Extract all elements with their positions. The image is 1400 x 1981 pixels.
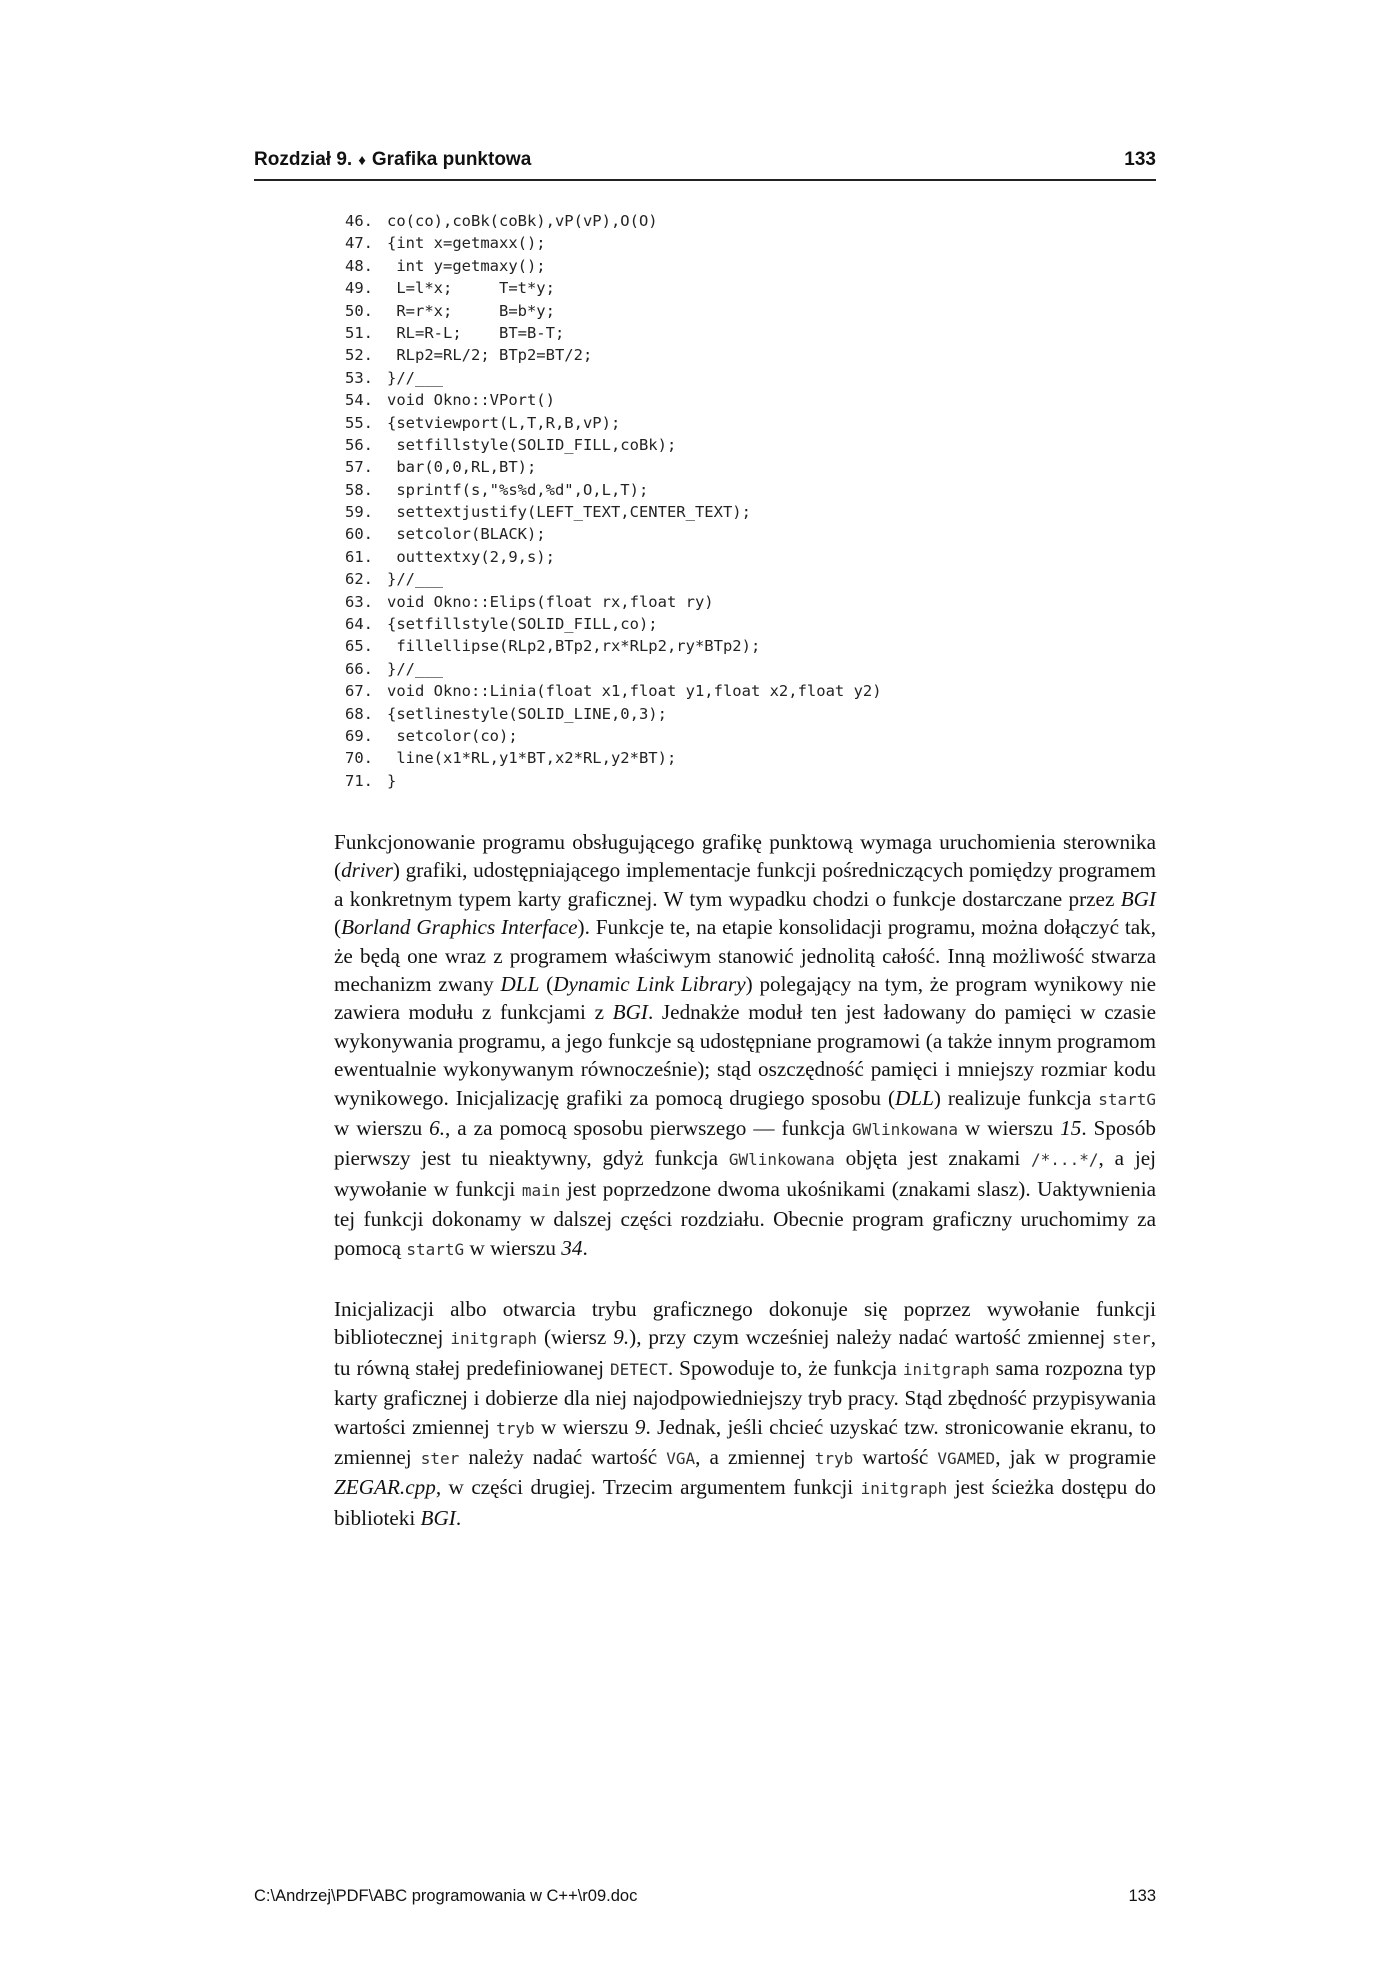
text-run: . <box>455 1505 462 1530</box>
text-run: w wierszu <box>464 1235 562 1260</box>
italic-term: 6. <box>429 1116 446 1141</box>
italic-term: 34 <box>561 1235 583 1260</box>
text-run: ) realizuje funkcja <box>933 1085 1099 1110</box>
line-number: 47. <box>345 234 373 253</box>
text-run: wartość <box>853 1445 938 1470</box>
code-line <box>345 635 1145 657</box>
text-run: . Spowoduje to, że funkcja <box>667 1355 903 1380</box>
text-run: , a zmiennej <box>695 1445 815 1470</box>
code-text: L=l*x; T=t*y; <box>387 279 555 298</box>
diamond-icon: ♦ <box>358 152 366 169</box>
code-text: setfillstyle(SOLID_FILL,coBk); <box>387 435 677 454</box>
text-run: . Sposób pierwszy jest tu nieaktywny, gdyż funkcja <box>334 1116 1156 1171</box>
italic-term: ZEGAR.cpp <box>334 1475 436 1500</box>
code-listing <box>345 210 1145 792</box>
line-number: 54. <box>345 391 373 410</box>
text-run: ( <box>539 972 554 997</box>
inline-code: ster <box>420 1449 460 1469</box>
line-number: 58. <box>345 480 373 499</box>
code-text: RLp2=RL/2; BTp2=BT/2; <box>387 346 593 365</box>
inline-code: ster <box>1112 1329 1151 1349</box>
inline-code: VGAMED <box>937 1449 996 1469</box>
text-run: ). Funkcje te, na etapie konsolidacji programu, można dołączyć tak, że będą one wraz z programem właściwym stanowić jednolitą całość. Inną możliwość stwarza mechanizm zwany <box>334 915 1157 997</box>
text-run: Inicjalizacji albo otwarcia trybu graficznego dokonuje się poprzez wywołanie funkcji bibliotecznej <box>334 1297 1156 1350</box>
inline-code: VGA <box>666 1449 696 1469</box>
code-line <box>345 344 1145 366</box>
inline-code: main <box>521 1180 561 1200</box>
italic-term: DLL <box>500 972 540 997</box>
inline-code: initgraph <box>902 1359 990 1379</box>
code-text: settextjustify(LEFT_TEXT,CENTER_TEXT); <box>387 503 751 522</box>
code-text: {setlinestyle(SOLID_LINE,0,3); <box>387 704 667 723</box>
code-text: void Okno::Elips(float rx,float ry) <box>387 592 714 611</box>
header-page-number: 133 <box>1124 149 1156 170</box>
inline-code: DETECT <box>610 1359 668 1379</box>
inline-code: GWlinkowana <box>852 1120 959 1140</box>
text-run: . Jednak, jeśli chcieć uzyskać tzw. stronicowanie ekranu, to zmiennej <box>334 1414 1156 1470</box>
inline-code: tryb <box>814 1449 854 1469</box>
line-number: 60. <box>345 525 373 544</box>
code-text: bar(0,0,RL,BT); <box>387 458 537 477</box>
line-number: 66. <box>345 659 373 678</box>
italic-term: DLL <box>895 1085 934 1110</box>
line-number: 48. <box>345 256 373 275</box>
line-number: 53. <box>345 368 373 387</box>
code-text: {setfillstyle(SOLID_FILL,co); <box>387 615 658 634</box>
code-line <box>345 725 1145 747</box>
code-text: }//___ <box>387 368 443 387</box>
italic-term: BGI <box>420 1505 456 1530</box>
line-number: 51. <box>345 323 373 342</box>
line-number: 61. <box>345 547 373 566</box>
inline-code: /*...*/ <box>1031 1150 1099 1170</box>
line-number: 63. <box>345 592 373 611</box>
text-run: w wierszu <box>534 1414 635 1439</box>
line-number: 69. <box>345 726 373 745</box>
italic-term: BGI <box>612 1000 648 1025</box>
line-number: 56. <box>345 435 373 454</box>
code-line <box>345 501 1145 523</box>
code-line <box>345 658 1145 680</box>
inline-code: tryb <box>496 1418 535 1438</box>
code-line <box>345 680 1145 702</box>
code-line <box>345 434 1145 456</box>
footer-file-path: C:\Andrzej\PDF\ABC programowania w C++\r09.doc <box>254 1887 638 1905</box>
code-line <box>345 232 1145 254</box>
code-text: int y=getmaxy(); <box>387 256 546 275</box>
code-text: fillellipse(RLp2,BTp2,rx*RLp2,ry*BTp2); <box>387 637 761 656</box>
code-text: }//___ <box>387 659 443 678</box>
code-line <box>345 255 1145 277</box>
italic-term: driver <box>341 858 393 883</box>
text-run: w wierszu <box>334 1116 430 1141</box>
italic-term: BGI <box>1120 886 1156 911</box>
text-run: należy nadać wartość <box>459 1445 667 1470</box>
text-run: ), przy czym wcześniej należy nadać wartość zmiennej <box>629 1325 1113 1350</box>
line-number: 68. <box>345 704 373 723</box>
code-text: line(x1*RL,y1*BT,x2*RL,y2*BT); <box>387 749 677 768</box>
line-number: 46. <box>345 212 373 230</box>
code-text: co(co),coBk(coBk),vP(vP),O(O) <box>387 212 658 230</box>
code-text: sprintf(s,"%s%d,%d",O,L,T); <box>387 480 649 499</box>
text-run: Funkcjonowanie programu obsługującego grafikę punktową wymaga uruchomienia sterownika ( <box>334 830 1156 883</box>
line-number: 57. <box>345 458 373 477</box>
code-line <box>345 568 1145 590</box>
text-run: ) grafiki, udostępniającego implementacje funkcji pośredniczących pomiędzy programem a konkretnym typem karty graficznej. W tym wypadku chodzi o funkcje dostarczane przez <box>334 858 1156 911</box>
line-number: 71. <box>345 771 373 790</box>
paragraph-initgraph <box>334 1295 1156 1532</box>
running-head <box>254 149 531 171</box>
italic-term: 15 <box>1060 1116 1082 1141</box>
code-line <box>345 210 1145 232</box>
text-run: , w części drugiej. Trzecim argumentem funkcji <box>435 1475 861 1500</box>
chapter-label: Rozdział 9. <box>254 149 353 170</box>
italic-term: 9 <box>634 1414 646 1439</box>
code-text: setcolor(BLACK); <box>387 525 546 544</box>
code-line <box>345 300 1145 322</box>
text-run: jest poprzedzone dwoma ukośnikami (znakami slasz). Uaktywnienia tej funkcji dokonamy w dalszej części rozdziału. Obecnie program graficzny uruchomimy za pomocą <box>334 1176 1156 1260</box>
code-line <box>345 456 1145 478</box>
line-number: 52. <box>345 346 373 365</box>
line-number: 67. <box>345 682 373 701</box>
code-text: }//___ <box>387 570 443 589</box>
text-run: w wierszu <box>958 1116 1061 1141</box>
code-text: void Okno::VPort() <box>387 391 555 410</box>
code-line <box>345 367 1145 389</box>
line-number: 64. <box>345 615 373 634</box>
code-text: R=r*x; B=b*y; <box>387 301 555 320</box>
code-line <box>345 613 1145 635</box>
page-header <box>254 145 1156 181</box>
line-number: 62. <box>345 570 373 589</box>
text-run: ) polegający na tym, że program wynikowy nie zawiera modułu z funkcjami z <box>334 972 1156 1025</box>
page-footer <box>254 1887 1156 1913</box>
code-text: } <box>387 771 397 790</box>
line-number: 50. <box>345 301 373 320</box>
inline-code: initgraph <box>450 1329 538 1349</box>
text-run: jest ścieżka dostępu do biblioteki <box>334 1475 1156 1530</box>
code-text: void Okno::Linia(float x1,float y1,float x2,float y2) <box>387 682 882 701</box>
italic-term: 9. <box>613 1325 630 1350</box>
line-number: 70. <box>345 749 373 768</box>
code-text: {setviewport(L,T,R,B,vP); <box>387 413 621 432</box>
text-run: , jak w programie <box>995 1445 1157 1470</box>
line-number: 59. <box>345 503 373 522</box>
text-run: , a jej wywołanie w funkcji <box>334 1146 1156 1201</box>
text-run: objęta jest znakami <box>834 1146 1032 1171</box>
text-run: ( <box>334 915 342 940</box>
code-line <box>345 703 1145 725</box>
code-line <box>345 277 1145 299</box>
section-title: Grafika punktowa <box>371 149 532 170</box>
inline-code: startG <box>1098 1089 1156 1109</box>
code-text: outtextxy(2,9,s); <box>387 547 555 566</box>
text-run: . <box>582 1235 588 1260</box>
code-line <box>345 747 1145 769</box>
inline-code: initgraph <box>860 1479 948 1499</box>
code-line <box>345 591 1145 613</box>
code-text: {int x=getmaxx(); <box>387 234 546 253</box>
text-run: sama rozpozna typ karty graficznej i dobierze dla niej najodpowiedniejszy tryb pracy. Stąd zbędność przypisywania wartości zmiennej <box>334 1355 1156 1439</box>
text-run: (wiersz <box>537 1325 614 1350</box>
italic-term: Borland Graphics Interface <box>341 915 578 940</box>
code-line <box>345 546 1145 568</box>
italic-term: Dynamic Link Library <box>553 972 746 997</box>
code-line <box>345 479 1145 501</box>
line-number: 49. <box>345 279 373 298</box>
code-line <box>345 412 1145 434</box>
code-line <box>345 322 1145 344</box>
line-number: 55. <box>345 413 373 432</box>
paragraph-driver <box>334 828 1156 1264</box>
line-number: 65. <box>345 637 373 656</box>
text-run: , a za pomocą sposobu pierwszego — funkcja <box>445 1116 853 1141</box>
code-text: RL=R-L; BT=B-T; <box>387 323 565 342</box>
footer-page-number: 133 <box>1128 1887 1156 1905</box>
text-run: . Jednakże moduł ten jest ładowany do pamięci w czasie wykonywania programu, a jego funkcje są udostępniane programowi (a także innym programom ewentualnie wykonywanym równocześnie); stąd oszczędność pamięci i mniejszy rozmiar kodu wynikowego. Inicjalizację grafiki za pomocą drugiego sposobu ( <box>334 1000 1157 1110</box>
inline-code: startG <box>406 1239 465 1259</box>
inline-code: GWlinkowana <box>728 1150 835 1170</box>
code-line <box>345 523 1145 545</box>
code-line <box>345 389 1145 411</box>
text-run: , tu równą stałej predefiniowanej <box>334 1325 1156 1380</box>
code-text: setcolor(co); <box>387 726 518 745</box>
code-line <box>345 770 1145 792</box>
